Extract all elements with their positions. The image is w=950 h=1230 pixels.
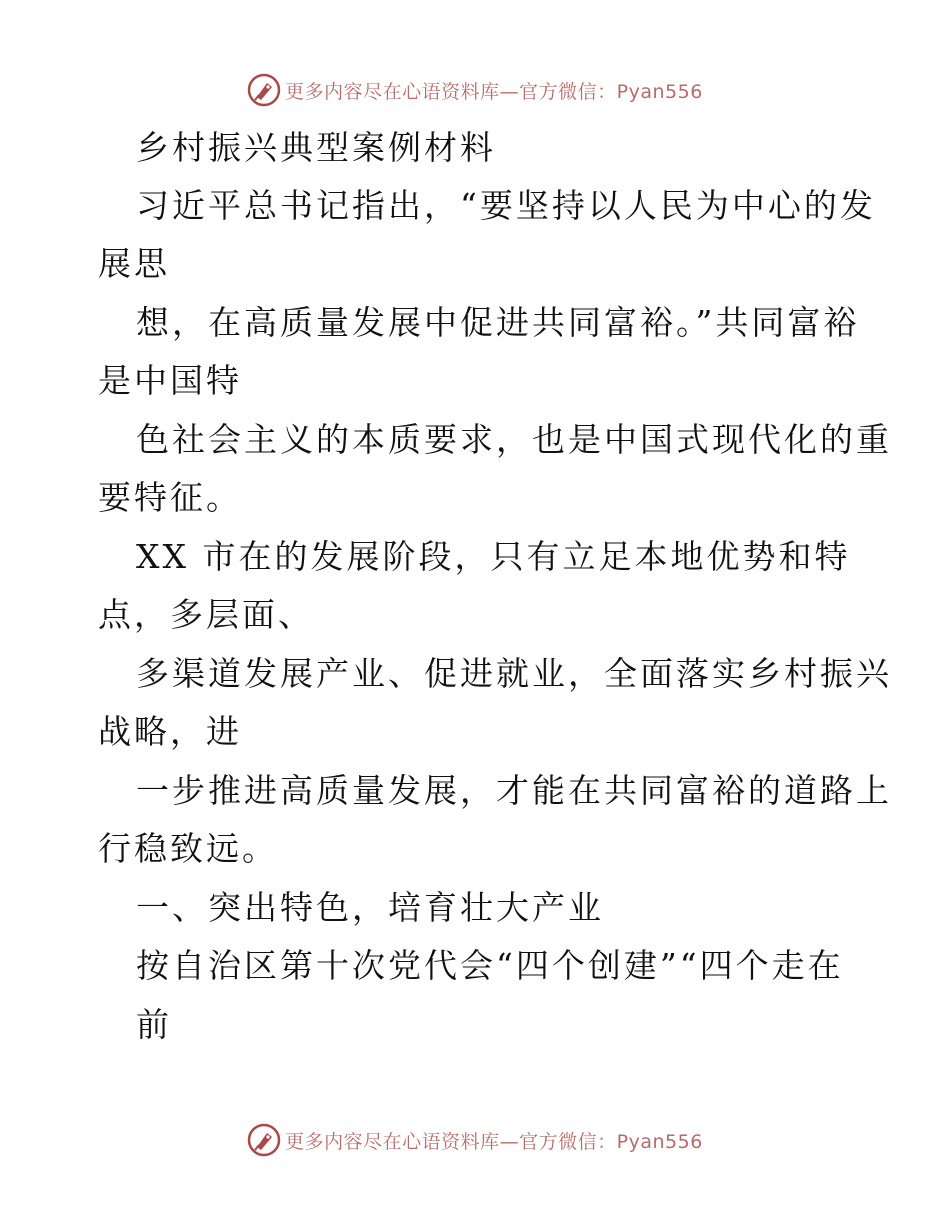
doc-section-heading: 一、突出特色，培育壮大产业 [136,888,604,927]
doc-line-2: 展思 [98,244,170,283]
doc-line-8: 点，多层面、 [98,595,314,634]
doc-line-15: 前 [136,1005,172,1044]
doc-title: 乡村振兴典型案例材料 [136,128,496,167]
doc-line-12: 行稳致远。 [98,829,278,868]
doc-line-1: 习近平总书记指出，“要坚持以人民为中心的发 [136,186,876,225]
watermark-text: 更多内容尽在心语资料库—官方微信：Pyan556 [285,80,703,103]
doc-line-7: XX 市在的发展阶段，只有立足本地优势和特 [136,537,851,576]
doc-line-9: 多渠道发展产业、促进就业，全面落实乡村振兴 [136,654,892,693]
doc-line-14: 按自治区第十次党代会“四个创建”“四个走在 [136,946,844,985]
doc-line-10: 战略，进 [98,712,242,751]
doc-line-5: 色社会主义的本质要求，也是中国式现代化的重 [136,420,892,459]
doc-line-3: 想，在高质量发展中促进共同富裕。”共同富裕 [136,303,860,342]
footer-watermark [0,1120,950,1160]
doc-line-6: 要特征。 [98,478,242,517]
pen-nib-logo-icon [247,73,281,107]
watermark-text: 更多内容尽在心语资料库—官方微信：Pyan556 [285,1130,703,1153]
header-watermark [0,70,950,110]
doc-line-4: 是中国特 [98,361,242,400]
doc-line-11: 一步推进高质量发展，才能在共同富裕的道路上 [136,771,892,810]
pen-nib-logo-icon [247,1123,281,1157]
